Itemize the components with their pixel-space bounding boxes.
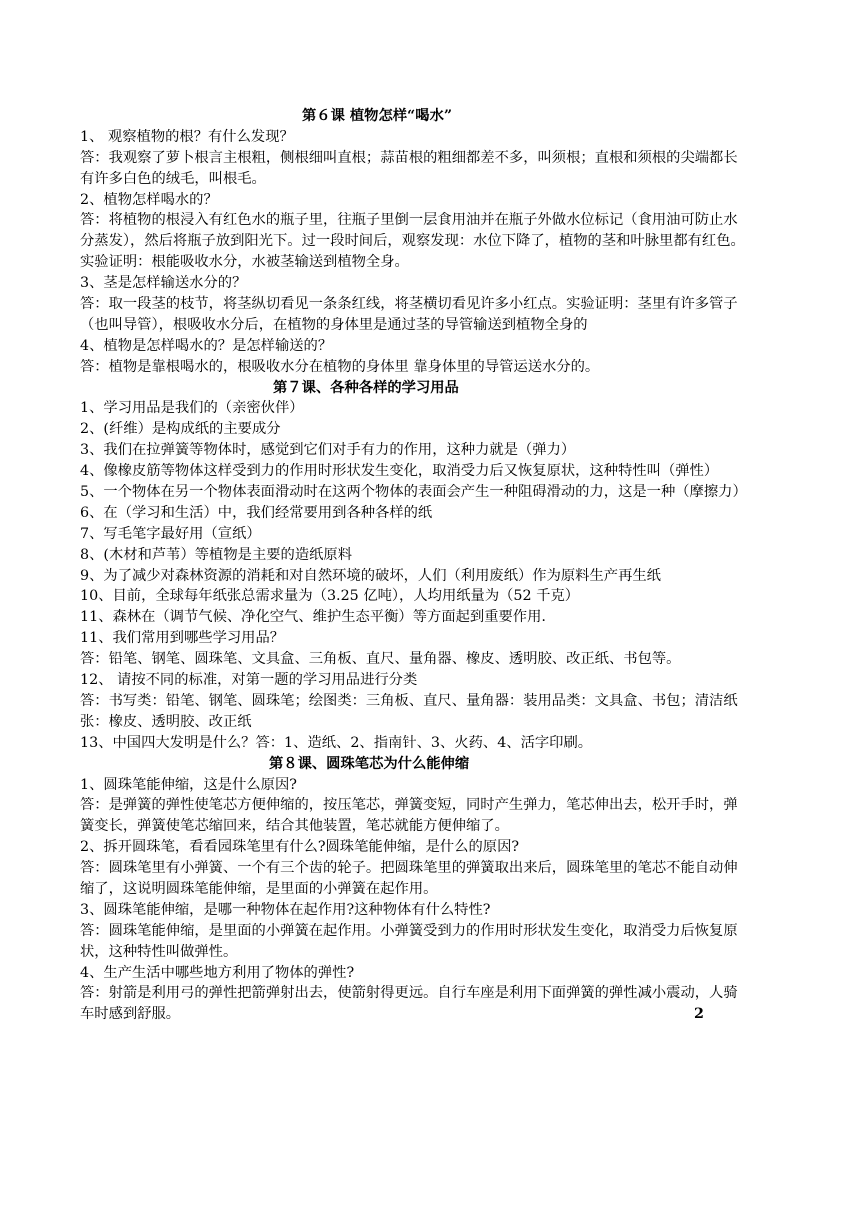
- lesson7-body: [80, 398, 780, 753]
- text-line: 10、目前，全球每年纸张总需求量为（3.25 亿吨），人均用纸量为（52 千克）: [80, 588, 580, 605]
- text-line: 状，这种特性叫做弹性。: [80, 943, 238, 960]
- last-line: [80, 1004, 780, 1025]
- text-line: 答：是弹簧的弹性使笔芯方便伸缩的，按压笔芯，弹簧变短，同时产生弹力，笔芯伸出去，松开手时，弹: [80, 797, 738, 814]
- text-line: 4、像橡皮筋等物体这样受到力的作用时形状发生变化，取消受力后又恢复原状，这种特性叫（弹性）: [80, 463, 719, 480]
- text-line: 2、拆开圆珠笔，看看园珠笔里有什么?圆珠笔能伸缩，是什么的原因?: [80, 839, 520, 856]
- text-line: 1、圆珠笔能伸缩，这是什么原因?: [80, 776, 297, 793]
- text-line: 车时感到舒服。: [80, 1006, 181, 1023]
- text-line: 5、一个物体在另一个物体表面滑动时在这两个物体的表面会产生一种阻碍滑动的力，这是一种（摩擦力）: [80, 484, 747, 501]
- text-line: 1、学习用品是我们的（亲密伙伴）: [80, 400, 304, 417]
- text-line: 答：将植物的根浸入有红色水的瓶子里，往瓶子里倒一层食用油并在瓶子外做水位标记（食用油可防止水: [80, 212, 738, 229]
- text-line: 有许多白色的绒毛，叫根毛。: [80, 170, 266, 187]
- text-line: 答：书写类：铅笔、钢笔、圆珠笔；绘图类：三角板、直尺、量角器：装用品类：文具盒、书包；清洁纸: [80, 692, 738, 709]
- text-line: 1、 观察植物的根？有什么发现？: [80, 128, 294, 145]
- text-line: 2、植物怎样喝水的？: [80, 191, 218, 208]
- text-line: 分蒸发），然后将瓶子放到阳光下。过一段时间后，观察发现：水位下降了，植物的茎和叶脉里都有红色。: [80, 233, 745, 250]
- text-line: 6、在（学习和生活）中，我们经常要用到各种各样的纸: [80, 504, 433, 521]
- text-line: 11、我们常用到哪些学习用品？: [80, 630, 285, 647]
- text-line: 3、我们在拉弹簧等物体时，感觉到它们对手有力的作用，这种力就是（弹力）: [80, 442, 576, 459]
- lesson6-body: [80, 127, 780, 378]
- text-line: （也叫导管），根吸收水分后，在植物的身体里是通过茎的导管输送到植物全身的: [80, 316, 588, 333]
- text-line: 8、(木材和芦苇）等植物是主要的造纸原料: [80, 546, 353, 563]
- text-line: 2、(纤维）是构成纸的主要成分: [80, 421, 281, 438]
- text-line: 答：圆珠笔里有小弹簧、一个有三个齿的轮子。把圆珠笔里的弹簧取出来后，圆珠笔里的笔芯不能自动伸: [80, 860, 738, 877]
- lesson8-body: [80, 775, 780, 1026]
- text-line: 答：取一段茎的枝节，将茎纵切看见一条条红线，将茎横切看见许多小红点。实验证明：茎里有许多管子: [80, 296, 738, 313]
- text-line: 4、生产生活中哪些地方利用了物体的弹性?: [80, 964, 355, 981]
- text-line: 4、植物是怎样喝水的？是怎样输送的？: [80, 337, 333, 354]
- text-line: 11、森林在（调节气候、净化空气、维护生态平衡）等方面起到重要作用.: [80, 609, 546, 626]
- page-number: 2: [694, 1006, 704, 1023]
- text-line: 簧变长，弹簧使笔芯缩回来，结合其他装置，笔芯就能方便伸缩了。: [80, 818, 509, 835]
- text-line: 答：我观察了萝卜根言主根粗，侧根细叫直根；蒜苗根的粗细都差不多，叫须根；直根和须根的尖端都长: [80, 149, 738, 166]
- text-line: 3、圆珠笔能伸缩，是哪一种物体在起作用?这种物体有什么特性?: [80, 901, 491, 918]
- text-line: 答：圆珠笔能伸缩，是里面的小弹簧在起作用。小弹簧受到力的作用时形状发生变化，取消受力后恢复原: [80, 922, 738, 939]
- text-line: 9、为了减少对森林资源的消耗和对自然环境的破坏，人们（利用废纸）作为原料生产再生纸: [80, 567, 661, 584]
- text-line: 答：射箭是利用弓的弹性把箭弹射出去，使箭射得更远。自行车座是利用下面弹簧的弹性减小震动，人骑: [80, 985, 738, 1002]
- document-page: [80, 106, 780, 1025]
- text-line: 实验证明：根能吸收水分，水被茎输送到植物全身。: [80, 254, 409, 271]
- text-line: 张：橡皮、透明胶、改正纸: [80, 713, 252, 730]
- text-line: 答：植物是靠根喝水的，根吸收水分在植物的身体里 靠身体里的导管运送水分的。: [80, 358, 600, 375]
- text-line: 3、茎是怎样输送水分的？: [80, 275, 247, 292]
- text-line: 缩了，这说明圆珠笔能伸缩，是里面的小弹簧在起作用。: [80, 880, 438, 897]
- lesson7-title: 第７课、各种各样的学习用品: [273, 379, 459, 396]
- text-line: 13、中国四大发明是什么？答：1、造纸、2、指南针、3、火药、4、活字印刷。: [80, 734, 593, 751]
- text-line: 答：铅笔、钢笔、圆珠笔、文具盒、三角板、直尺、量角器、橡皮、透明胶、改正纸、书包等。: [80, 651, 681, 668]
- lesson8-title: 第８课、圆珠笔芯为什么能伸缩: [269, 755, 470, 772]
- text-line: 7、写毛笔字最好用（宣纸）: [80, 525, 261, 542]
- text-line: 12、 请按不同的标准，对第一题的学习用品进行分类: [80, 672, 418, 689]
- lesson6-title: 第６课 植物怎样“喝水”: [302, 108, 453, 124]
